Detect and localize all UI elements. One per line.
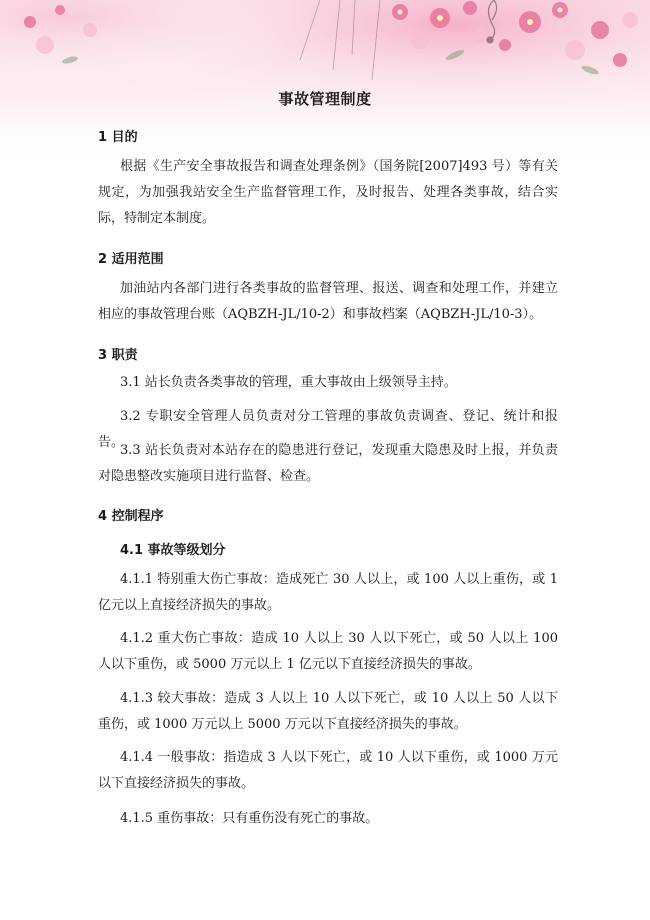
section-heading-procedure: 4 控制程序 [98,509,164,524]
document-title: 事故管理制度 [278,90,372,108]
paragraph-grade-4-1-4: 4.1.4 一般事故：指造成 3 人以下死亡，或 10 人以下重伤，或 1000 万元以下直接经济损失的事故。 [98,750,558,791]
section-heading-scope: 2 适用范围 [98,252,164,267]
subsection-heading-accident-grades: 4.1 事故等级划分 [120,543,226,558]
section-heading-duties: 3 职责 [98,348,138,363]
paragraph-scope: 加油站内各部门进行各类事故的监督管理、报送、调查和处理工作，并建立相应的事故管理台账（AQBZH-JL/10-2）和事故档案（AQBZH-JL/10-3）。 [98,281,558,322]
paragraph-grade-4-1-5: 4.1.5 重伤事故：只有重伤没有死亡的事故。 [120,811,379,826]
paragraph-grade-4-1-2: 4.1.2 重大伤亡事故：造成 10 人以上 30 人以下死亡，或 50 人以上 100 人以下重伤，或 5000 万元以上 1 亿元以下直接经济损失的事故。 [98,631,558,672]
section-heading-purpose: 1 目的 [98,130,138,145]
paragraph-grade-4-1-1: 4.1.1 特别重大伤亡事故：造成死亡 30 人以上，或 100 人以上重伤，或 1 亿元以上直接经济损失的事故。 [98,572,558,613]
paragraph-duty-3-1: 3.1 站长负责各类事故的管理，重大事故由上级领导主持。 [120,375,457,390]
paragraph-duty-3-2: 3.2 专职安全管理人员负责对分工管理的事故负责调查、登记、统计和报告。 [98,409,558,450]
paragraph-grade-4-1-3: 4.1.3 较大事故：造成 3 人以上 10 人以下死亡，或 10 人以上 50 人以下重伤，或 1000 万元以上 5000 万元以下直接经济损失的事故。 [98,691,558,732]
paragraph-duty-3-3: 3.3 站长负责对本站存在的隐患进行登记，发现重大隐患及时上报，并负责对隐患整改实施项目进行监督、检查。 [98,443,558,484]
paragraph-purpose: 根据《生产安全事故报告和调查处理条例》（国务院[2007]493 号）等有关规定，为加强我站安全生产监督管理工作，及时报告、处理各类事故，结合实际，特制定本制度。 [98,159,558,226]
